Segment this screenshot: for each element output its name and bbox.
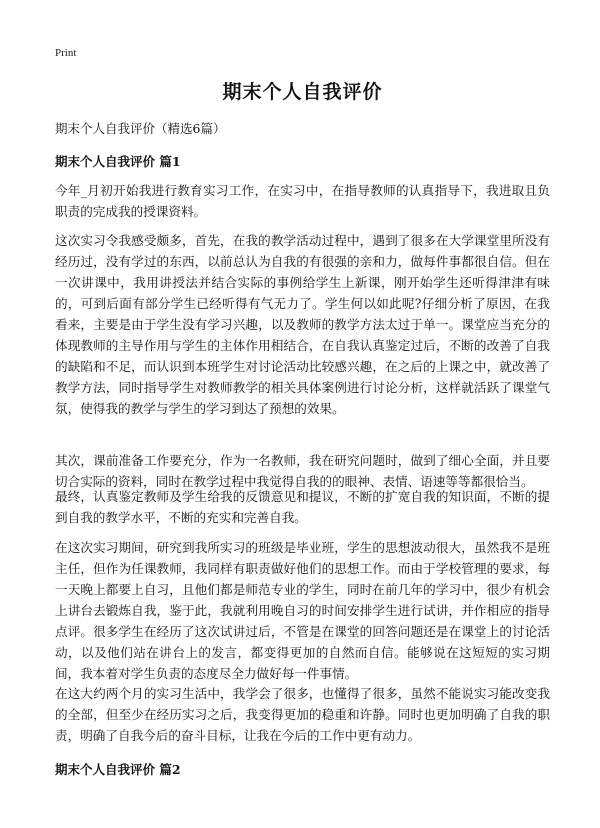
paragraph-6: 在这大约两个月的实习生活中，我学会了很多，也懂得了很多，虽然不能说实习能改变我的全部，但至少在经历实习之后，我变得更加的稳重和许静。同时也更加明确了自我的职责，明确了自我今后的奋斗目标，让我在今后的工作中更有动力。 xyxy=(55,686,550,743)
paragraph-2: 这次实习令我感受颇多，首先，在我的教学活动过程中，遇到了很多在大学课堂里所没有经历过，没有学过的东西，以前总认为自我的有很强的亲和力，做每件事都很自信。但在一次讲课中，我用讲授法并结合实际的事例给学生上新课，刚开始学生还听得津津有味的，可到后面有部分学生已经听得有气无力了。学生何以如此呢?仔细分析了原因，在我看来，主要是由于学生没有学习兴趣，以及教师的教学方法太过于单一。课堂应当充分的体现教师的主导作用与学生的主体作用相结合，在自我认真鉴定过后，不断的改善了自我的缺陷和不足，而认识到本班学生对讨论活动比较感兴趣，在之后的上课之中，就改善了教学方法，同时指导学生对教师教学的相关具体案例进行讨论分析，这样就活跃了课堂气氛，使得我的教学与学生的学习到达了预想的效果。 xyxy=(55,233,550,416)
print-label[interactable]: Print xyxy=(55,47,77,59)
section-heading-1: 期末个人自我评价 篇1 xyxy=(55,154,181,169)
paragraph-4: 最终，认真鉴定教师及学生给我的反馈意见和提议，不断的扩宽自我的知识面，不断的提到自我的教学水平，不断的充实和完善自我。 xyxy=(55,489,550,525)
paragraph-1: 今年_月初开始我进行教育实习工作，在实习中，在指导教师的认真指导下，我进取且负职责的完成我的授课资料。 xyxy=(55,183,550,219)
document-title: 期末个人自我评价 xyxy=(222,81,383,103)
section-heading-2: 期末个人自我评价 篇2 xyxy=(55,762,181,777)
paragraph-5: 在这次实习期间，研究到我所实习的班级是毕业班，学生的思想波动很大，虽然我不是班主任，但作为任课教师，我同样有职责做好他们的思想工作。而由于学校管理的要求，每一天晚上都要上自习，且他们都是师范专业的学生，同时在前几年的学习中，很少有机会上讲台去锻炼自我，鉴于此，我就利用晚自习的时间安排学生进行试讲，并作相应的指导点评。很多学生在经历了这次试讲过后，不管是在课堂的回答问题还是在课堂上的讨论活动，以及他们站在讲台上的发言，都变得更加的自然而自信。能够说在这短短的实习期间，我本着对学生负责的态度尽全力做好每一件事情。 xyxy=(55,540,550,681)
document-subtitle: 期末个人自我评价（精选6篇） xyxy=(55,121,226,136)
paragraph-3: 其次，课前准备工作要充分，作为一名教师，我在研究问题时，做到了细心全面，并且要切合实际的资料，同时在教学过程中我觉得自我的的眼神、表情、语速等等都很恰当。 xyxy=(55,453,550,489)
